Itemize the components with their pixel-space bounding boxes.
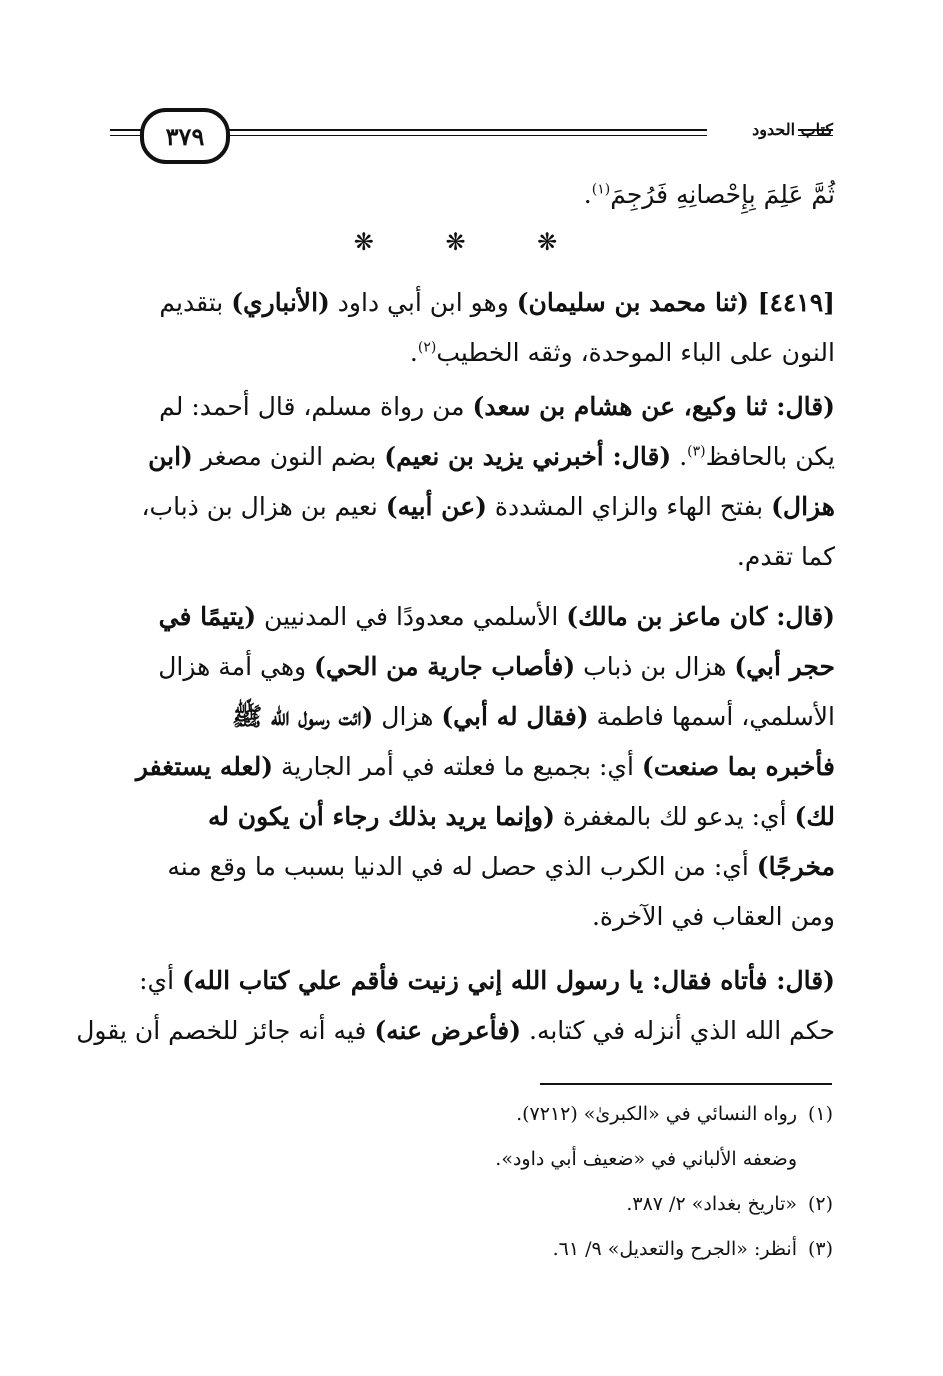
footnote-3: (٣)أنظر: «الجرح والتعديل» ٩/ ٦١. — [552, 1238, 833, 1260]
text-line: كما تقدم. — [736, 542, 835, 571]
text-line: (قال: ثنا وكيع، عن هشام بن سعد) من رواة مسلم، قال أحمد: لم — [159, 392, 835, 421]
text-line: ومن العقاب في الآخرة. — [591, 902, 835, 931]
opening-line: ثُمَّ عَلِمَ بِإِحْصانِهِ فَرُجِمَ$^{(١)}$. — [583, 180, 835, 209]
header-rule-middle-thin — [222, 135, 707, 136]
note-ref-1: (١) — [591, 181, 611, 198]
header-rule-middle — [222, 129, 707, 131]
text-line: (قال: كان ماعز بن مالك) الأسلمي معدودًا في المدنيين (يتيمًا في — [158, 602, 835, 631]
text-line: (قال: فأتاه فقال: يا رسول الله إني زنيت فأقم علي كتاب الله) أي: — [139, 966, 835, 995]
note-ref-3: (٣) — [687, 443, 706, 460]
paragraph-confession — [76, 956, 835, 1056]
text-line: [٤٤١٩] (ثنا محمد بن سليمان) وهو ابن أبي داود (الأنباري) بتقديم — [159, 288, 835, 317]
text-line: فأخبره بما صنعت) أي: بجميع ما فعلته في أمر الجارية (لعله يستغفر — [135, 752, 835, 781]
text-line: مخرجًا) أي: من الكرب الذي حصل له في الدنيا بسبب ما وقع منه — [167, 852, 835, 881]
text-line: يكن بالحافظ$^{(٣)}$. (قال: أخبرني يزيد بن نعيم) بضم النون مصغر (ابن — [148, 442, 835, 471]
text-line: الأسلمي، أسمها فاطمة (فقال له أبي) هزال (ائت رسول الله ﷺ — [231, 702, 835, 731]
footnote-rule — [540, 1083, 832, 1085]
text-line: هزال) بفتح الهاء والزاي المشددة (عن أبيه) نعيم بن هزال بن ذباب، — [141, 492, 835, 521]
page-number-badge — [140, 108, 230, 164]
paragraph-wakee — [110, 382, 835, 582]
footnote-2: (٢)«تاريخ بغداد» ٢/ ٣٨٧. — [626, 1193, 833, 1215]
text-line: النون على الباء الموحدة، وثقه الخطيب$^{(٢)}$. — [409, 338, 835, 367]
footnotes — [495, 1092, 833, 1272]
text-line: لك) أي: يدعو لك بالمغفرة (وإنما يريد بذلك رجاء أن يكون له — [208, 802, 835, 831]
note-ref-2: (٢) — [417, 339, 437, 356]
text-line: حكم الله الذي أنزله في كتابه. (فأعرض عنه) فيه أنه جائز للخصم أن يقول — [76, 1016, 835, 1045]
section-separator: ❋ ❋ ❋ — [353, 228, 590, 256]
paragraph-4419 — [110, 278, 835, 378]
footnote-1-continued: وضعفه الألباني في «ضعيف أبي داود». — [495, 1148, 797, 1170]
paragraph-maiz — [110, 592, 835, 942]
footnote-1: (١)رواه النسائي في «الكبرىٰ» (٧٢١٢). — [516, 1103, 833, 1125]
text-line: حجر أبي) هزال بن ذباب (فأصاب جارية من الحي) وهي أمة هزال — [158, 652, 835, 681]
page-number: ٣٧٩ — [165, 121, 205, 151]
running-head: كتاب الحدود — [752, 120, 833, 139]
